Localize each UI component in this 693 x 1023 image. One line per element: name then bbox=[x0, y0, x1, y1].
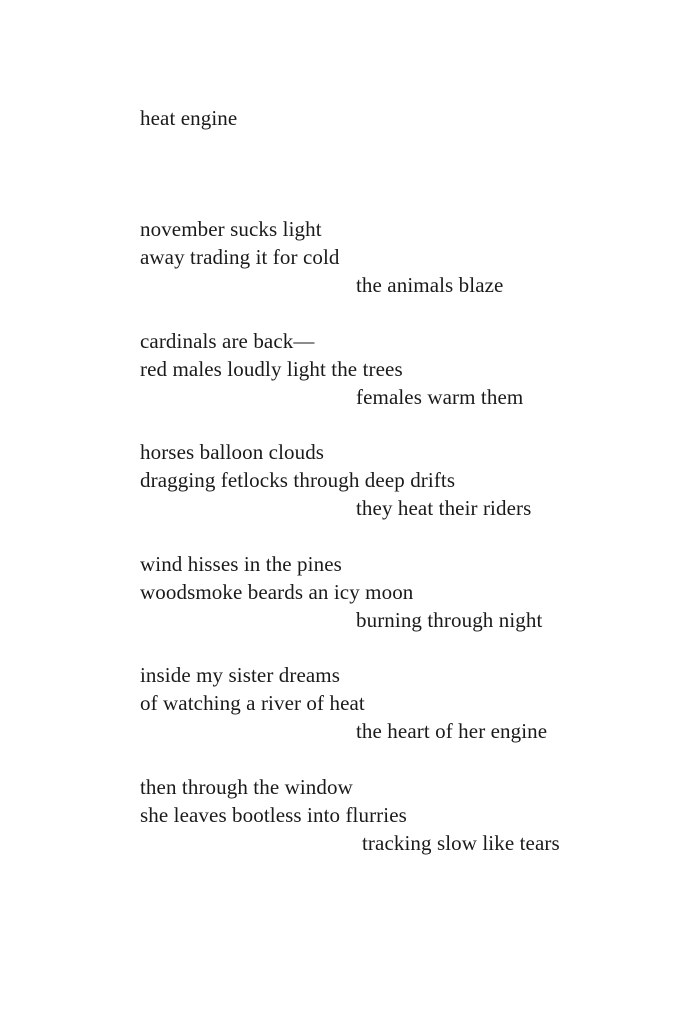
stanza-line-indented: they heat their riders bbox=[356, 496, 532, 520]
stanza-1 bbox=[140, 215, 660, 299]
stanza-line-indented: females warm them bbox=[356, 385, 524, 409]
stanza-line: red males loudly light the trees bbox=[140, 357, 403, 381]
stanza-line-indented: the animals blaze bbox=[356, 273, 504, 297]
stanza-line: inside my sister dreams bbox=[140, 663, 341, 687]
stanza-line: dragging fetlocks through deep drifts bbox=[140, 468, 456, 492]
stanza-line-indented: burning through night bbox=[356, 608, 543, 632]
stanza-line: away trading it for cold bbox=[140, 245, 340, 269]
stanza-line: of watching a river of heat bbox=[140, 691, 365, 715]
stanza-2 bbox=[140, 327, 660, 411]
stanza-line-indented: the heart of her engine bbox=[356, 719, 548, 743]
stanza-line: woodsmoke beards an icy moon bbox=[140, 580, 414, 604]
stanza-line: november sucks light bbox=[140, 217, 322, 241]
stanza-line: cardinals are back— bbox=[140, 329, 315, 353]
poem-title: heat engine bbox=[140, 106, 238, 130]
stanza-6 bbox=[140, 773, 660, 857]
stanza-3 bbox=[140, 438, 660, 522]
stanza-5 bbox=[140, 661, 660, 745]
stanza-line: then through the window bbox=[140, 775, 353, 799]
stanza-line-indented: tracking slow like tears bbox=[362, 831, 560, 855]
stanza-line: horses balloon clouds bbox=[140, 440, 325, 464]
stanza-4 bbox=[140, 550, 660, 634]
stanza-line: wind hisses in the pines bbox=[140, 552, 342, 576]
stanza-line: she leaves bootless into flurries bbox=[140, 803, 407, 827]
